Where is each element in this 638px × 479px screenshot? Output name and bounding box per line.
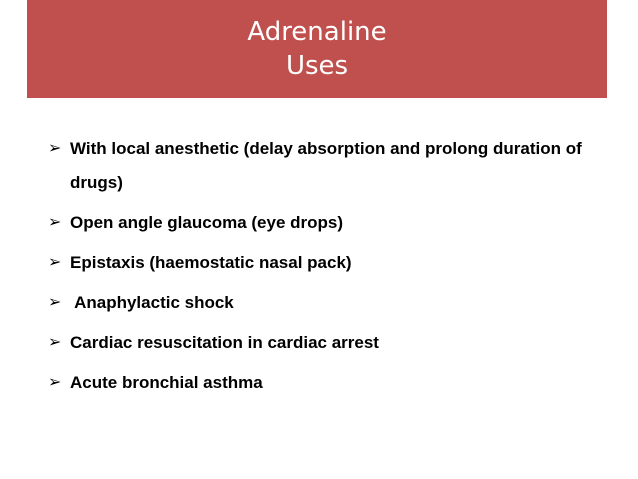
arrowhead-bullet-icon: ➢ (48, 254, 62, 271)
title-banner (27, 0, 607, 98)
list-item (48, 246, 608, 280)
bullet-text: Acute bronchial asthma (70, 373, 263, 392)
title-line-2: Uses (285, 51, 349, 81)
title-line-1: Adrenaline (247, 17, 387, 47)
arrowhead-bullet-icon: ➢ (48, 374, 62, 391)
bullet-text: Epistaxis (haemostatic nasal pack) (70, 253, 352, 272)
list-item (48, 286, 608, 320)
bullet-text: With local anesthetic (delay absorption and prolong duration of drugs) (70, 139, 582, 192)
bullet-list (48, 132, 608, 406)
list-item (48, 326, 608, 360)
bullet-text: Open angle glaucoma (eye drops) (70, 213, 344, 232)
arrowhead-bullet-icon: ➢ (48, 334, 62, 351)
arrowhead-bullet-icon: ➢ (48, 214, 62, 231)
list-item (48, 206, 608, 240)
arrowhead-bullet-icon: ➢ (48, 294, 62, 311)
list-item (48, 366, 608, 400)
list-item (48, 132, 608, 200)
arrowhead-bullet-icon: ➢ (48, 140, 62, 157)
bullet-text: Cardiac resuscitation in cardiac arrest (70, 333, 379, 352)
bullet-text: Anaphylactic shock (70, 293, 234, 312)
